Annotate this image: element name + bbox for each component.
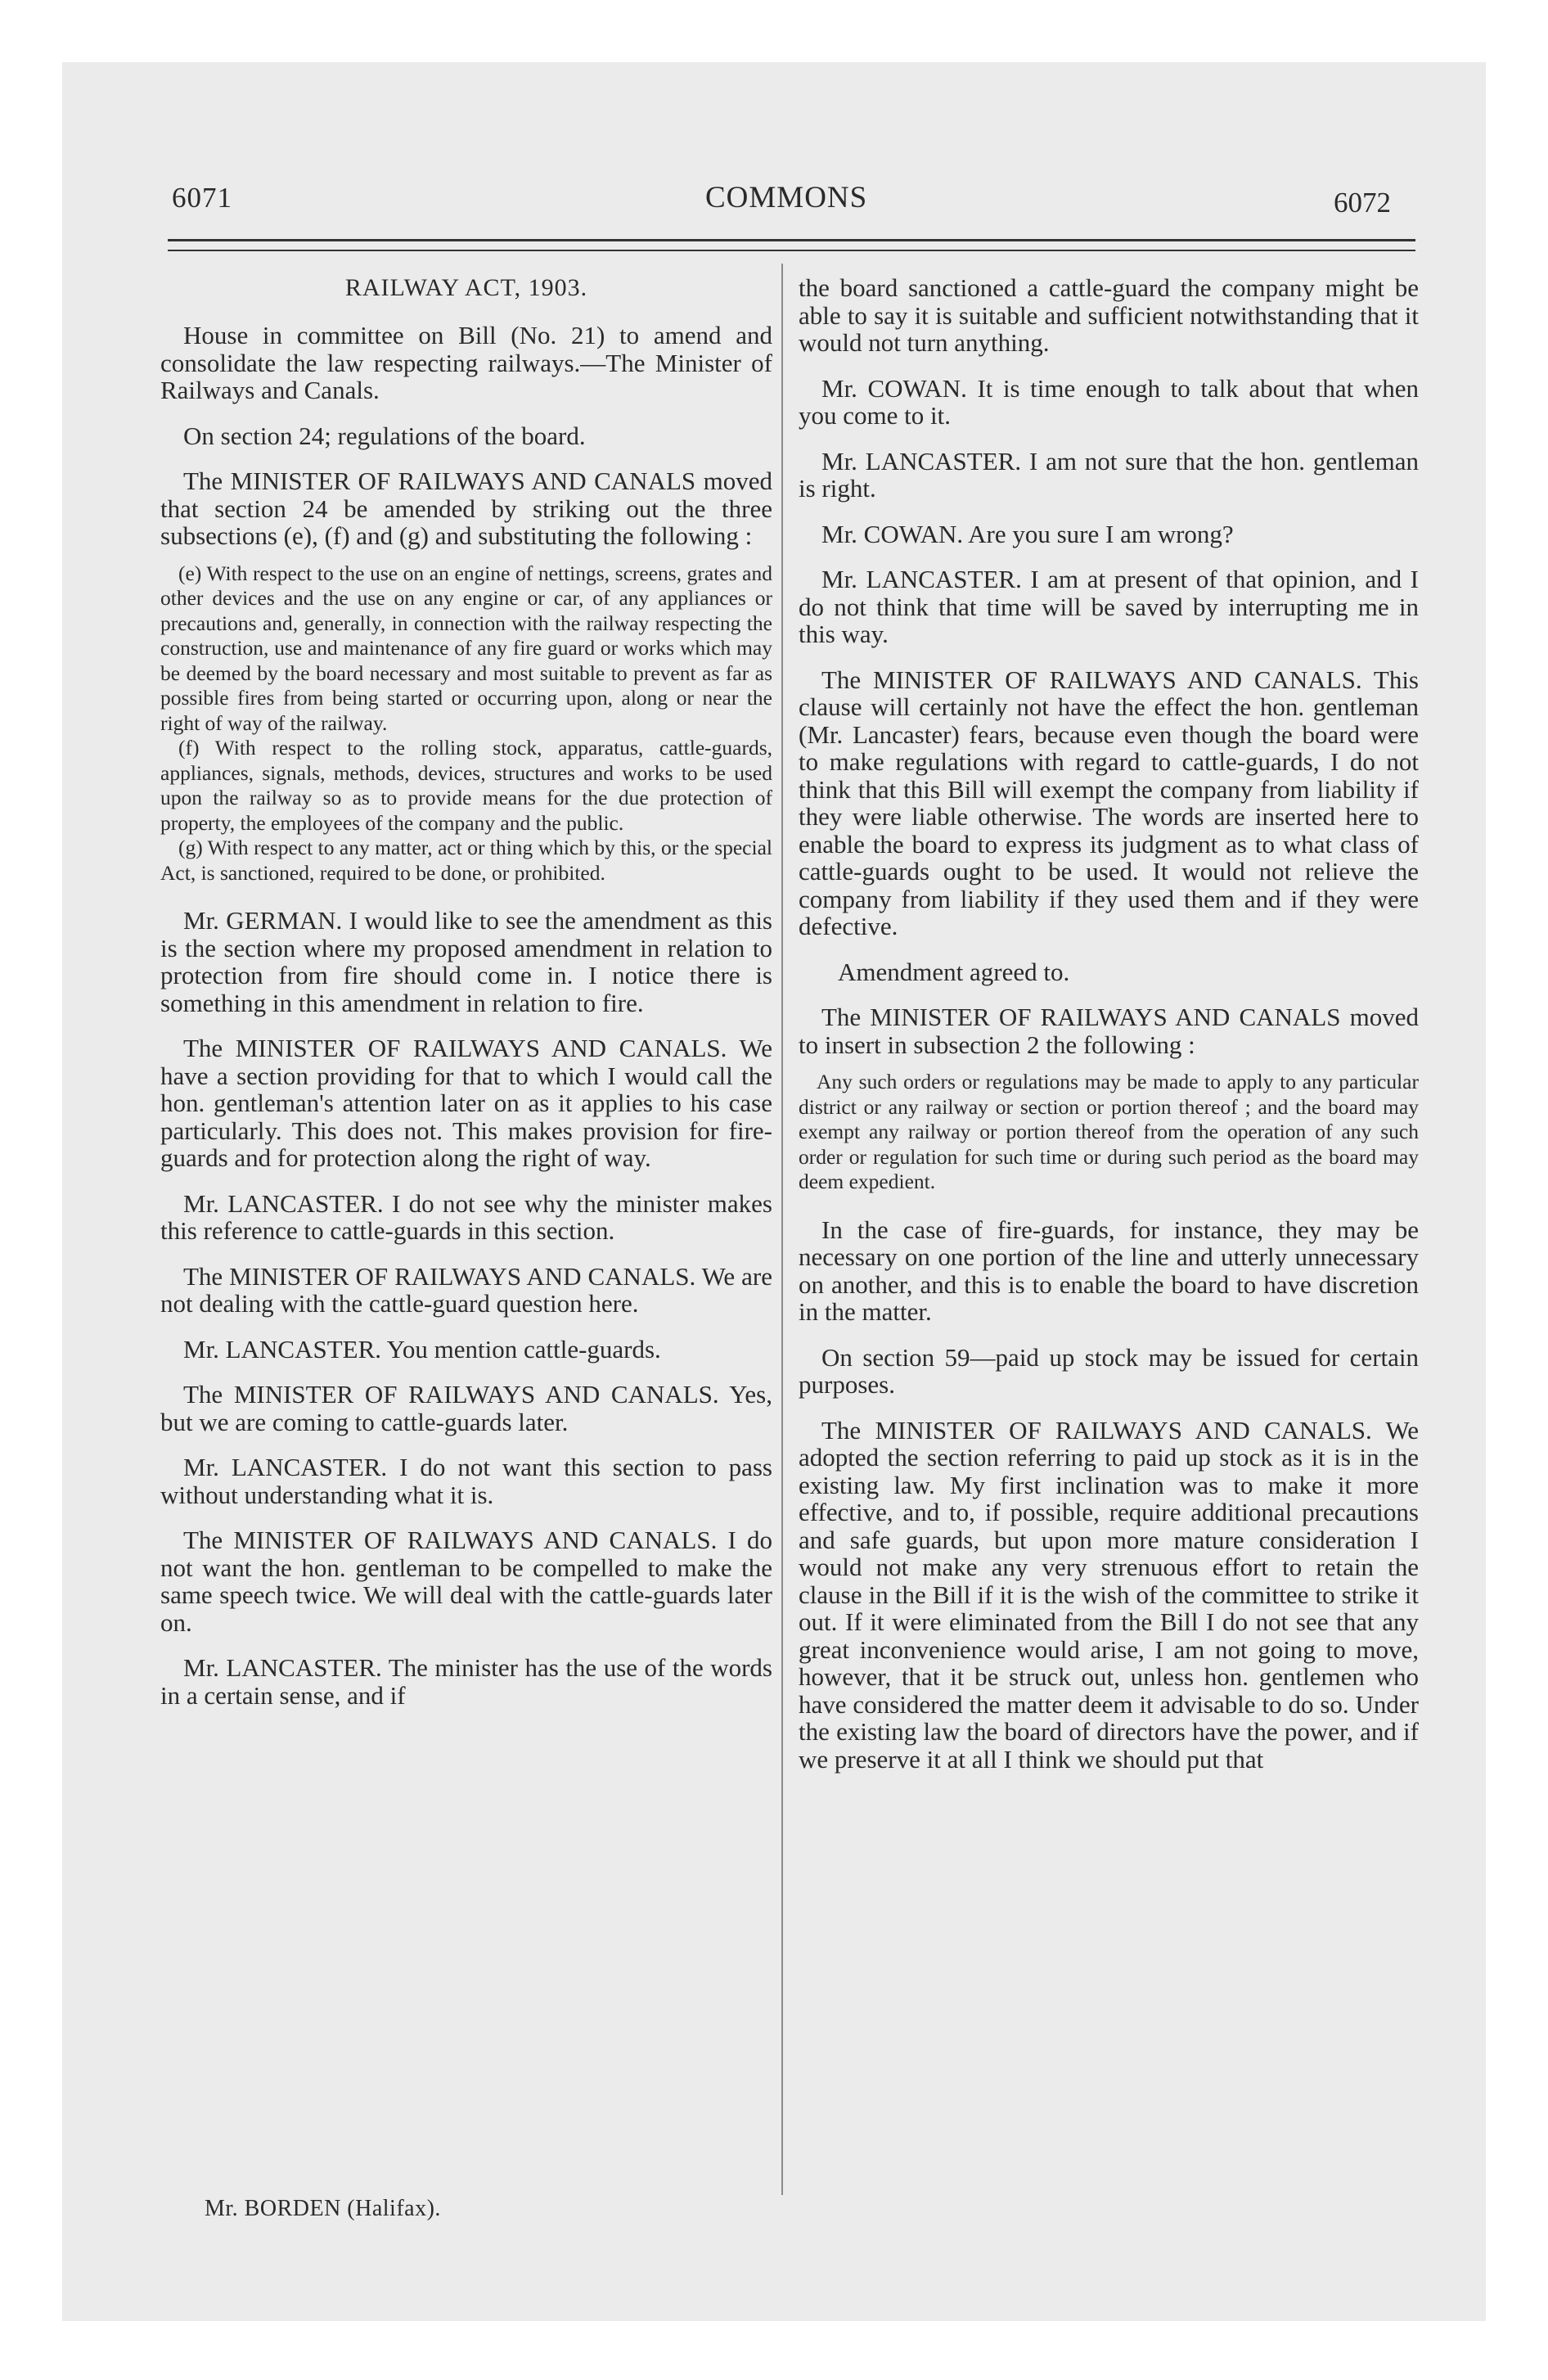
paragraph: On section 59—paid up stock may be issued for certain purposes. (799, 1342, 1419, 1399)
paragraph: Mr. LANCASTER. I do not see why the minister makes this reference to cattle-guards in this section. (160, 1188, 772, 1245)
paragraph: Mr. LANCASTER. I am not sure that the hon. gentleman is right. (799, 446, 1419, 503)
paragraph: House in committee on Bill (No. 21) to amend and consolidate the law respecting railways.—The Minister of Railways and Canals. (160, 321, 772, 404)
paragraph: Mr. LANCASTER. I do not want this section to pass without understanding what it is. (160, 1453, 772, 1509)
quoted-subsection: (g) With respect to any matter, act or thing which by this, or the special Act, is sanctioned, required to be done, or prohibited. (160, 836, 772, 885)
quoted-subsection: (f) With respect to the rolling stock, apparatus, cattle-guards, appliances, signals, methods, devices, structures and works to be used upon the railway so as to provide means for the due protection of property, the employees of the company and the public. (160, 736, 772, 835)
paragraph: The MINISTER OF RAILWAYS AND CANALS. I do not want the hon. gentleman to be compelled to make the same speech twice. We will deal with the cattle-guards later on. (160, 1526, 772, 1637)
page-number-left: 6071 (172, 182, 232, 214)
paragraph: Mr. COWAN. It is time enough to talk about that when you come to it. (799, 373, 1419, 430)
page-header-title: COMMONS (705, 181, 868, 214)
page-number-right: 6072 (1334, 187, 1391, 219)
paragraph: Mr. LANCASTER. I am at present of that opinion, and I do not think that time will be saved by interrupting me in this way. (799, 565, 1419, 648)
column-divider (781, 264, 783, 2195)
section-heading: RAILWAY ACT, 1903. (344, 274, 588, 301)
paragraph: Mr. COWAN. Are you sure I am wrong? (821, 519, 1234, 548)
paragraph: The MINISTER OF RAILWAYS AND CANALS. This clause will certainly not have the effect the hon. gentleman (Mr. Lancaster) fears, because even though the board were to make regulations with regard to cattle-guards, I do not think that this Bill will exempt the company from liability if they were liable otherwise. The words are inserted here to enable the board to express its judgment as to what class of cattle-guards ought to be used. It would not relieve the company from liability if they used them and if they were defective. (799, 665, 1419, 940)
paragraph: The MINISTER OF RAILWAYS AND CANALS. Yes, but we are coming to cattle-guards later. (160, 1380, 772, 1436)
paragraph: The MINISTER OF RAILWAYS AND CANALS moved to insert in subsection 2 the following : (799, 1003, 1419, 1059)
footer-speaker-name: Mr. BORDEN (Halifax). (205, 2196, 441, 2221)
paragraph: On section 24; regulations of the board. (183, 421, 586, 450)
quoted-subsection: Any such orders or regulations may be made to apply to any particular district or any railway or section or portion thereof ; and the board may exempt any railway or portion thereof from the operation of any such order or regulation for such time or during such period as the board may deem expedient. (799, 1070, 1419, 1193)
left-column (160, 274, 772, 1727)
paragraph: In the case of fire-guards, for instance, they may be necessary on one portion of the line and utterly unnecessary on another, and this is to enable the board to have discretion in the matter. (799, 1215, 1419, 1326)
paragraph: the board sanctioned a cattle-guard the company might be able to say it is suitable and sufficient notwithstanding that it would not turn anything. (799, 273, 1419, 357)
paragraph: The MINISTER OF RAILWAYS AND CANALS. We have a section providing for that to which I would call the hon. gentleman's attention later on as it applies to his case particularly. This does not. This makes provision for fire-guards and for protection along the right of way. (160, 1034, 772, 1172)
paragraph: The MINISTER OF RAILWAYS AND CANALS moved that section 24 be amended by striking out the three subsections (e), (f) and (g) and substituting the following : (160, 467, 772, 550)
paragraph: The MINISTER OF RAILWAYS AND CANALS. We are not dealing with the cattle-guard question here. (160, 1261, 772, 1318)
paragraph: Mr. LANCASTER. The minister has the use of the words in a certain sense, and if (160, 1653, 772, 1710)
amendment-agreed: Amendment agreed to. (838, 957, 1070, 986)
paragraph: The MINISTER OF RAILWAYS AND CANALS. We adopted the section referring to paid up stock as it is in the existing law. My first inclination was to make it more effective, and to, if possible, require additional precautions and safe guards, but upon more mature consideration I would not make any very strenuous effort to retain the clause in the Bill if it is the wish of the committee to strike it out. If it were eliminated from the Bill I do not see that any great inconvenience would arise, I am not going to move, however, that it be struck out, unless hon. gentlemen who have considered the matter deem it advisable to do so. Under the existing law the board of directors have the power, and if we preserve it at all I think we should put that (799, 1415, 1419, 1774)
quoted-subsection-block (799, 1070, 1419, 1195)
header-rule-top (168, 239, 1415, 241)
quoted-subsections (160, 561, 772, 886)
paragraph: Mr. LANCASTER. You mention cattle-guards. (183, 1334, 661, 1364)
header-rule-bottom (168, 250, 1415, 251)
paragraph: Mr. GERMAN. I would like to see the amendment as this is the section where my proposed amendment in relation to protection from fire should come in. I notice there is something in this amendment in relation to fire. (160, 906, 772, 1017)
quoted-subsection: (e) With respect to the use on an engine of nettings, screens, grates and other devices and the use on any engine or car, of any appliances or precautions and, generally, in connection with the railway respecting the construction, use and maintenance of any fire guard or works which may be deemed by the board necessary and most suitable to prevent as far as possible fires from being started or occurring upon, along or near the right of way of the railway. (160, 561, 772, 735)
right-column (799, 274, 1419, 1791)
